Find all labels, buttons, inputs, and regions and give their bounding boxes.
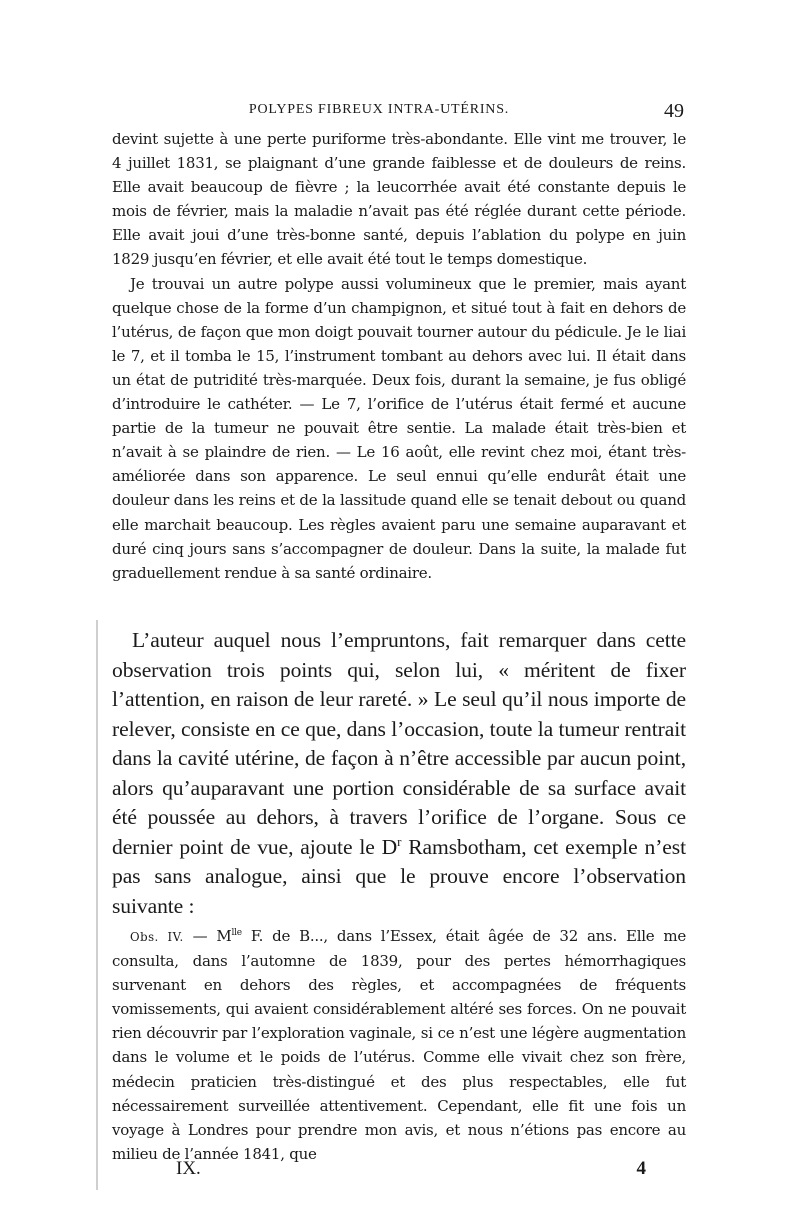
signature-mark-right: 4 bbox=[636, 1158, 646, 1179]
commentary-text-b: Ramsbotham, cet exemple n’est pas sans analogue, ainsi que le prouve encore l’observation suivante : bbox=[112, 834, 686, 918]
page-footer bbox=[176, 1158, 646, 1184]
commentary-text-a: L’auteur auquel nous l’empruntons, fait remarquer dans cette observation trois points qui, selon lui, « méritent de fixer l’attention, en raison de leur rareté. » Le seul qu’il nous importe de relever, consiste en ce que, dans l’occasion, toute la tumeur rentrait dans la cavité utérine, de façon à n’être accessible par aucun point, alors qu’auparavant une portion considérable de sa surface avait été poussée au dehors, à travers l’orifice de l’organe. Sous ce dernier point de vue, ajoute le D bbox=[112, 628, 686, 859]
mlle-sup: lle bbox=[231, 928, 242, 938]
case-continuation bbox=[112, 127, 686, 585]
page-header bbox=[112, 100, 686, 124]
observation-text: F. de B..., dans l’Essex, était âgée de 32 ans. Elle me consulta, dans l’automne de 1839, pour des pertes hémorrhagiques survenant en dehors des règles, et accompagnées de fréquents vomissements, qui avaient considérablement altéré ses forces. On ne pouvait rien découvrir par l’exploration vaginale, si ce n’est une légère augmentation dans le volume et le poids de l’utérus. Comme elle vivait chez son frère, médecin praticien très-distingué et des plus respectables, elle fut nécessairement surveillée attentivement. Cependant, elle fit une fois un voyage à Londres pour prendre mon avis, et nous n’étions pas encore au milieu de l’année 1841, que bbox=[112, 927, 686, 1163]
doctor-abbrev-sup: r bbox=[397, 833, 402, 849]
observation-paragraph bbox=[112, 924, 686, 1166]
page-number: 49 bbox=[664, 100, 684, 122]
signature-mark-left: IX. bbox=[176, 1158, 201, 1179]
mlle-prefix: — M bbox=[183, 927, 232, 945]
observation-iv bbox=[112, 924, 686, 1166]
commentary-paragraph bbox=[112, 626, 686, 921]
author-commentary bbox=[112, 626, 686, 921]
paragraph-1: devint sujette à une perte puriforme très-abondante. Elle vint me trouver, le 4 juillet 1831, se plaignant d’une grande faiblesse et de douleurs de reins. Elle avait beaucoup de fièvre ; la leucorrhée avait été constante depuis le mois de février, mais la maladie n’avait pas été réglée durant cette période. Elle avait joui d’une très-bonne santé, depuis l’ablation du polype en juin 1829 jusqu’en février, et elle avait été tout le temps domestique. bbox=[112, 130, 686, 269]
running-title: POLYPES FIBREUX INTRA-UTÉRINS. bbox=[248, 102, 510, 117]
margin-rule bbox=[96, 620, 98, 1190]
paragraph-2: Je trouvai un autre polype aussi volumineux que le premier, mais ayant quelque chose de la forme d’un champignon, et situé tout à fait en dehors de l’utérus, de façon que mon doigt pouvait tourner autour du pédicule. Je le liai le 7, et il tomba le 15, l’instrument tombant au dehors avec lui. Il était dans un état de putridité très-marquée. Deux fois, durant la semaine, je fus obligé d’introduire le cathéter. — Le 7, l’orifice de l’utérus était fermé et aucune partie de la tumeur ne pouvait être sentie. La malade était très-bien et n’avait à se plaindre de rien. — Le 16 août, elle revint chez moi, étant très-améliorée dans son apparence. Le seul ennui qu’elle endurât était une douleur dans les reins et de la lassitude quand elle se tenait debout ou quand elle marchait beaucoup. Les règles avaient paru une semaine auparavant et duré cinq jours sans s’accompagner de douleur. Dans la suite, la malade fut graduellement rendue à sa santé ordinaire. bbox=[112, 274, 686, 582]
observation-label: Obs. IV. bbox=[130, 930, 184, 944]
